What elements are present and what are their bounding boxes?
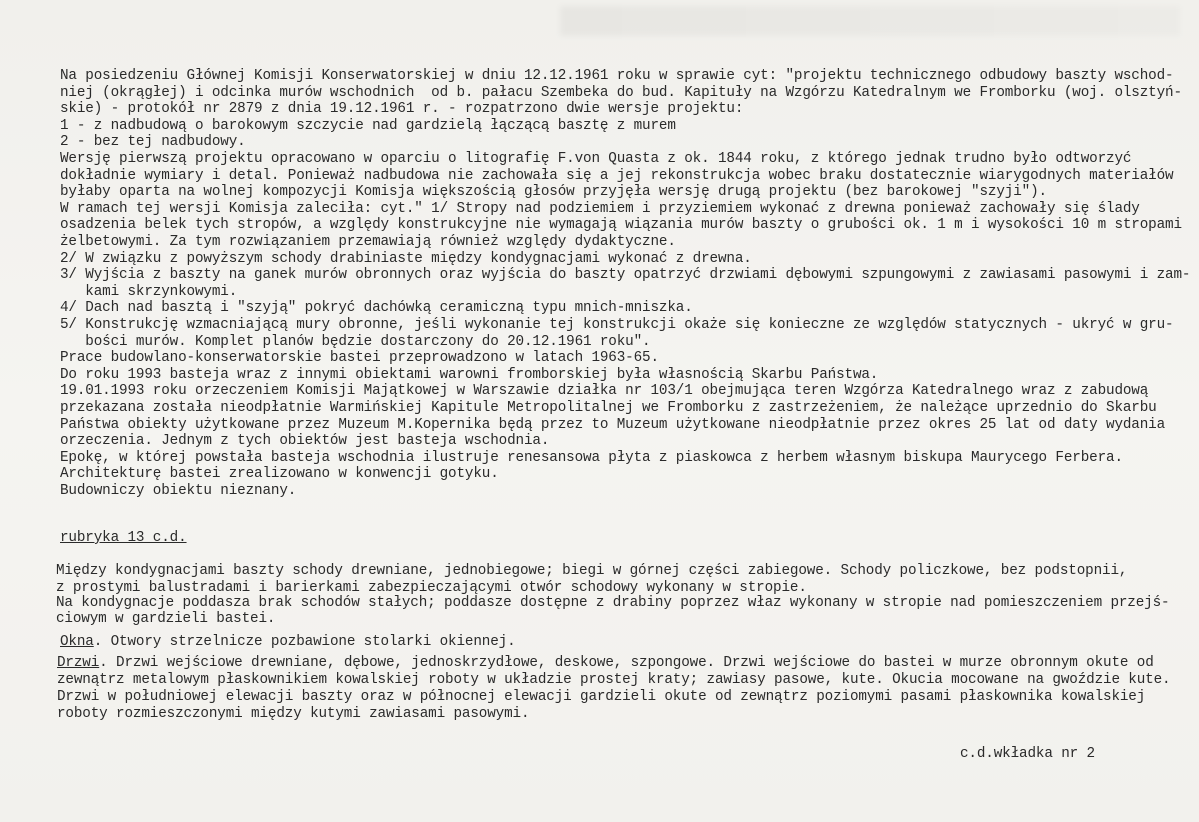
text-line: Architekturę bastei zrealizowano w konwencji gotyku.: [60, 466, 499, 483]
windows-text: . Otwory strzelnicze pozbawione stolarki okiennej.: [93, 634, 516, 650]
text-line: Prace budowlano-konserwatorskie bastei przeprowadzono w latach 1963-65.: [60, 350, 659, 367]
text-line: osadzenia belek tych stropów, a względy konstrukcyjne nie wymagają wiązania murów baszty o grubości ok. 1 m i wysokości 10 m stropami: [60, 217, 1182, 234]
text-line: przekazana została nieodpłatnie Warmińskiej Kapitule Metropolitalnej we Fromborku z zastrzeżeniem, że należące uprzednio do Skarbu: [60, 400, 1157, 416]
text-line: bości murów. Komplet planów będzie dostarczony do 20.12.1961 roku".: [60, 333, 651, 350]
windows-paragraph: [60, 634, 516, 650]
text-line: zewnątrz metalowym płaskownikiem kowalskiej roboty w układzie prostej kraty; zawiasy pasowe, kute. Okucia mocowane na gwoździe kute.: [57, 672, 1171, 688]
text-line: ciowym w gardzieli bastei.: [56, 611, 276, 627]
text-line: W ramach tej wersji Komisja zaleciła: cyt." 1/ Stropy nad podziemiem i przyziemiem wykonać z drewna ponieważ zachowały się ślady: [60, 200, 1140, 217]
text-line: z prostymi balustradami i barierkami zabezpieczającymi otwór schodowy wykonany w stropie.: [56, 580, 807, 596]
text-line: kami skrzynkowymi.: [60, 283, 238, 300]
text-line: byłaby oparta na wolnej kompozycji Komisja większością głosów przyjęła wersję drugą projektu (bez barokowej "szyji").: [60, 184, 1047, 201]
doors-text: . Drzwi wejściowe drewniane, dębowe, jednoskrzydłowe, deskowe, szpongowe. Drzwi wejściowe do bastei w murze obronnym okute od: [99, 655, 1154, 671]
bleed-through-shadow: [560, 6, 1180, 36]
text-line: Na kondygnacje poddasza brak schodów stałych; poddasze dostępne z drabiny poprzez właz wykonany w stropie nad pomieszczeniem przejś-: [56, 595, 1170, 611]
section-heading: rubryka 13 c.d.: [60, 530, 187, 546]
windows-label: Okna: [60, 634, 94, 650]
doors-paragraph-first-line: [57, 655, 1154, 671]
text-line: Wersję pierwszą projektu opracowano w oparciu o litografię F.von Quasta z ok. 1844 roku, z którego jednak trudno było odtworzyć: [60, 151, 1132, 167]
text-line: dokładnie wymiary i detal. Ponieważ nadbudowa nie zachowała się a jej rekonstrukcja wobec braku dostatecznie wiarygodnych materiałów: [60, 167, 1174, 184]
text-line: orzeczenia. Jednym z tych obiektów jest basteja wschodnia.: [60, 433, 550, 450]
text-line: skie) - protokół nr 2879 z dnia 19.12.1961 r. - rozpatrzono dwie wersje projektu:: [60, 101, 744, 118]
text-line: Drzwi w południowej elewacji baszty oraz w północnej elewacji gardzieli okute od zewnątrz poziomymi pasami płaskownika kowalskiej: [57, 689, 1146, 705]
text-line: żelbetowymi. Za tym rozwiązaniem przemawiają również względy dydaktyczne.: [60, 234, 676, 250]
text-line: 5/ Konstrukcję wzmacniającą mury obronne, jeśli wykonanie tej konstrukcji okaże się konieczne ze względów statycznych - ukryć w gru-: [60, 317, 1174, 333]
text-line: Do roku 1993 basteja wraz z innymi obiektami warowni fromborskiej była własnością Skarbu Państwa.: [60, 366, 879, 383]
text-line: Na posiedzeniu Głównej Komisji Konserwatorskiej w dniu 12.12.1961 roku w sprawie cyt: "projektu technicznego odbudowy baszty wschod-: [60, 68, 1174, 84]
text-line: Epokę, w której powstała basteja wschodnia ilustruje renesansowa płyta z piaskowca z herbem własnym biskupa Maurycego Ferbera.: [60, 449, 1123, 466]
text-line: 4/ Dach nad basztą i "szyją" pokryć dachówką ceramiczną typu mnich-mniszka.: [60, 300, 693, 317]
text-line: Państwa obiekty użytkowane przez Muzeum M.Kopernika będą przez to Muzeum użytkowane nieodpłatnie przez okres 25 lat od daty wydania: [60, 416, 1166, 433]
text-line: Budowniczy obiektu nieznany.: [60, 483, 297, 499]
text-line: roboty rozmieszczonymi między kutymi zawiasami pasowymi.: [57, 706, 530, 722]
continuation-note: c.d.wkładka nr 2: [960, 746, 1095, 762]
doors-label: Drzwi: [57, 655, 100, 671]
text-line: 1 - z nadbudową o barokowym szczycie nad gardzielą łączącą basztę z murem: [60, 117, 676, 134]
text-line: niej (okrągłej) i odcinka murów wschodnich od b. pałacu Szembeka do bud. Kapituły na Wzgórzu Katedralnym we Fromborku (woj. olsztyń-: [60, 84, 1182, 101]
text-line: 2 - bez tej nadbudowy.: [60, 134, 246, 151]
text-line: 3/ Wyjścia z baszty na ganek murów obronnych oraz wyjścia do baszty opatrzyć drzwiami dębowymi szpungowymi z zawiasami pasowymi i zam-: [60, 267, 1191, 284]
text-line: 19.01.1993 roku orzeczeniem Komisji Majątkowej w Warszawie działka nr 103/1 obejmująca teren Wzgórza Katedralnego wraz z zabudową: [60, 383, 1149, 400]
text-line: 2/ W związku z powyższym schody drabiniaste między kondygnacjami wykonać z drewna.: [60, 250, 752, 267]
text-line: Między kondygnacjami baszty schody drewniane, jednobiegowe; biegi w górnej części zabiegowe. Schody policzkowe, bez podstopnii,: [56, 563, 1128, 579]
